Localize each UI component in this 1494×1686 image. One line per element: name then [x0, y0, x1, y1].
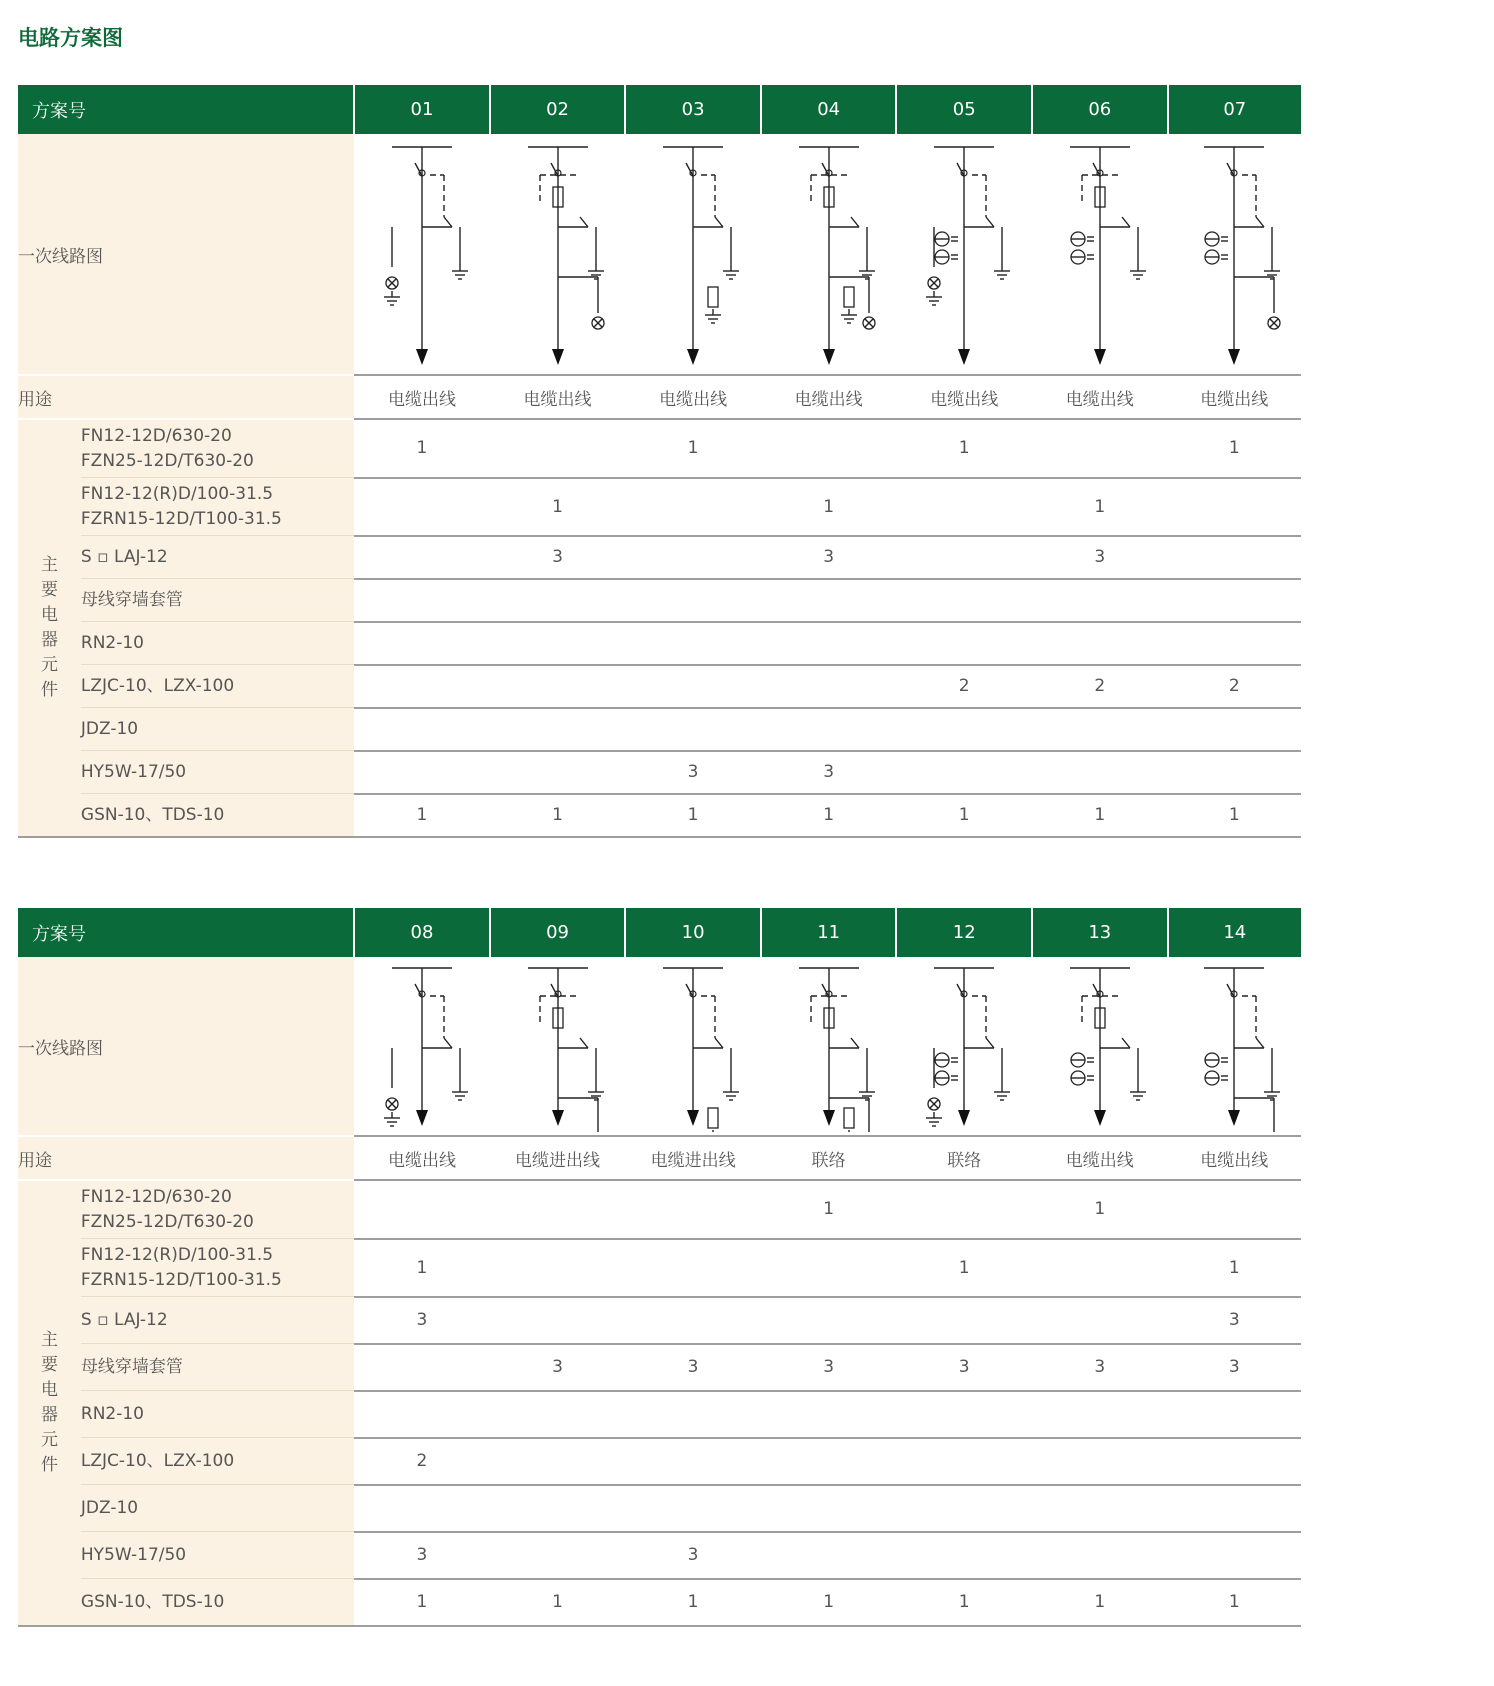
scheme-number: 07 — [1168, 85, 1301, 134]
component-name-line: FZRN15-12D/T100-31.5 — [80, 1269, 282, 1290]
use-cell: 电缆出线 — [896, 375, 1032, 419]
component-name — [81, 536, 354, 579]
quantity-cell — [896, 1532, 1032, 1579]
quantity-cell: 3 — [1032, 536, 1168, 579]
component-name — [81, 1344, 354, 1391]
component-name-line: LZJC-10、LZX-100 — [80, 1450, 235, 1471]
quantity-cell — [1168, 1391, 1301, 1438]
quantity-cell — [1032, 579, 1168, 622]
scheme-number: 05 — [896, 85, 1032, 134]
quantity-cell: 1 — [761, 478, 897, 536]
quantity-cell — [1032, 1438, 1168, 1485]
quantity-cell — [896, 1485, 1032, 1532]
circuit-diagram-svg — [904, 139, 1024, 369]
component-name-line: FN12-12(R)D/100-31.5 — [80, 1244, 274, 1265]
main-components-group-label — [18, 1180, 81, 1626]
quantity-cell — [896, 1180, 1032, 1239]
quantity-cell — [354, 536, 490, 579]
group-label-char: 件 — [40, 680, 58, 700]
quantity-cell — [625, 1438, 761, 1485]
component-name-line: HY5W-17/50 — [80, 761, 187, 782]
scheme-number: 04 — [761, 85, 897, 134]
quantity-cell — [625, 665, 761, 708]
circuit-diagram-svg — [904, 960, 1024, 1132]
quantity-cell: 2 — [896, 665, 1032, 708]
diagram-row-label: 一次线路图 — [18, 957, 354, 1136]
quantity-cell: 3 — [490, 1344, 626, 1391]
group-label-char: 要 — [40, 580, 58, 600]
quantity-cell — [896, 478, 1032, 536]
component-name — [81, 622, 354, 665]
quantity-cell — [354, 622, 490, 665]
quantity-cell: 3 — [896, 1344, 1032, 1391]
group-label-char: 元 — [40, 1430, 58, 1450]
scheme-table-1 — [18, 85, 1301, 838]
quantity-cell: 1 — [1032, 1579, 1168, 1627]
group-label-char: 元 — [40, 655, 58, 675]
circuit-diagram-svg — [498, 139, 618, 369]
quantity-cell: 1 — [761, 1579, 897, 1627]
quantity-cell — [625, 1485, 761, 1532]
quantity-cell — [1032, 1239, 1168, 1297]
scheme-number: 02 — [490, 85, 626, 134]
quantity-cell: 3 — [625, 751, 761, 794]
quantity-cell: 1 — [896, 794, 1032, 838]
circuit-diagram-svg — [362, 960, 482, 1132]
component-name-line: RN2-10 — [80, 632, 145, 653]
quantity-cell — [1168, 1485, 1301, 1532]
component-name — [81, 478, 354, 536]
circuit-diagram — [1168, 134, 1301, 375]
quantity-cell: 3 — [761, 751, 897, 794]
circuit-diagram-svg — [633, 139, 753, 369]
quantity-cell — [1032, 1297, 1168, 1344]
component-name — [81, 1180, 354, 1239]
group-label-char: 器 — [40, 1405, 58, 1425]
group-label-char: 要 — [40, 1355, 58, 1375]
quantity-cell: 1 — [896, 419, 1032, 478]
scheme-table-2 — [18, 908, 1301, 1627]
quantity-cell — [490, 419, 626, 478]
quantity-cell: 1 — [896, 1579, 1032, 1627]
use-cell: 电缆出线 — [354, 375, 490, 419]
circuit-diagram — [625, 957, 761, 1136]
quantity-cell — [761, 665, 897, 708]
quantity-cell: 1 — [1032, 1180, 1168, 1239]
quantity-cell — [625, 579, 761, 622]
quantity-cell: 3 — [1032, 1344, 1168, 1391]
circuit-diagram — [354, 134, 490, 375]
quantity-cell — [490, 751, 626, 794]
main-components-group-label — [18, 419, 81, 837]
component-name-line: FN12-12D/630-20 — [80, 425, 232, 446]
component-name-line: FZN25-12D/T630-20 — [80, 1211, 254, 1232]
component-name-line: JDZ-10 — [80, 1497, 139, 1518]
quantity-cell — [354, 708, 490, 751]
quantity-cell: 1 — [490, 478, 626, 536]
quantity-cell: 1 — [1168, 794, 1301, 838]
quantity-cell — [761, 1485, 897, 1532]
component-name — [81, 794, 354, 838]
component-name-line: GSN-10、TDS-10 — [80, 804, 225, 825]
group-label-char: 主 — [40, 1330, 58, 1350]
group-label-char: 电 — [40, 605, 58, 625]
quantity-cell: 3 — [354, 1532, 490, 1579]
quantity-cell: 1 — [1168, 419, 1301, 478]
quantity-cell: 1 — [1032, 794, 1168, 838]
quantity-cell — [761, 708, 897, 751]
quantity-cell — [490, 1391, 626, 1438]
component-name-line: LZJC-10、LZX-100 — [80, 675, 235, 696]
quantity-cell: 1 — [490, 1579, 626, 1627]
quantity-cell — [354, 1485, 490, 1532]
circuit-diagram — [896, 957, 1032, 1136]
quantity-cell — [625, 1297, 761, 1344]
quantity-cell: 1 — [625, 1579, 761, 1627]
quantity-cell — [490, 665, 626, 708]
circuit-diagram — [490, 134, 626, 375]
quantity-cell: 1 — [1032, 478, 1168, 536]
quantity-cell: 1 — [354, 419, 490, 478]
quantity-cell — [354, 1344, 490, 1391]
quantity-cell — [761, 1391, 897, 1438]
circuit-diagram-svg — [1040, 139, 1160, 369]
circuit-diagram — [1168, 957, 1301, 1136]
use-cell: 电缆出线 — [1032, 375, 1168, 419]
use-row-label: 用途 — [18, 1136, 354, 1180]
quantity-cell: 1 — [490, 794, 626, 838]
circuit-diagram — [490, 957, 626, 1136]
quantity-cell — [625, 1391, 761, 1438]
quantity-cell — [490, 1438, 626, 1485]
scheme-number-header: 方案号 — [18, 908, 354, 957]
quantity-cell — [625, 1180, 761, 1239]
quantity-cell — [625, 708, 761, 751]
quantity-cell — [490, 1297, 626, 1344]
circuit-diagram — [761, 134, 897, 375]
circuit-diagram-svg — [362, 139, 482, 369]
use-cell: 电缆进出线 — [490, 1136, 626, 1180]
quantity-cell — [1032, 751, 1168, 794]
quantity-cell — [761, 1239, 897, 1297]
quantity-cell — [1168, 478, 1301, 536]
circuit-diagram — [1032, 957, 1168, 1136]
quantity-cell: 3 — [1168, 1297, 1301, 1344]
quantity-cell: 3 — [625, 1532, 761, 1579]
use-row-label: 用途 — [18, 375, 354, 419]
quantity-cell — [1032, 419, 1168, 478]
group-label-char: 主 — [40, 555, 58, 575]
quantity-cell — [896, 1391, 1032, 1438]
component-name — [81, 1438, 354, 1485]
group-label-char: 电 — [40, 1380, 58, 1400]
component-name-line: FZN25-12D/T630-20 — [80, 450, 254, 471]
quantity-cell: 1 — [625, 419, 761, 478]
component-name — [81, 1239, 354, 1297]
group-label-char: 件 — [40, 1455, 58, 1475]
component-name-line: FZRN15-12D/T100-31.5 — [80, 508, 282, 529]
quantity-cell — [761, 1532, 897, 1579]
component-name — [81, 1579, 354, 1627]
quantity-cell — [1032, 708, 1168, 751]
circuit-diagram-svg — [498, 960, 618, 1132]
scheme-number: 11 — [761, 908, 897, 957]
quantity-cell — [896, 1438, 1032, 1485]
quantity-cell — [354, 1180, 490, 1239]
quantity-cell — [761, 1438, 897, 1485]
circuit-diagram — [1032, 134, 1168, 375]
quantity-cell — [1032, 1391, 1168, 1438]
quantity-cell — [896, 708, 1032, 751]
quantity-cell — [896, 1297, 1032, 1344]
quantity-cell — [625, 478, 761, 536]
circuit-diagram — [896, 134, 1032, 375]
quantity-cell: 3 — [761, 1344, 897, 1391]
quantity-cell — [1168, 1180, 1301, 1239]
quantity-cell — [896, 751, 1032, 794]
quantity-cell — [761, 1297, 897, 1344]
quantity-cell: 2 — [1032, 665, 1168, 708]
quantity-cell: 3 — [625, 1344, 761, 1391]
component-name — [81, 1532, 354, 1579]
quantity-cell: 1 — [761, 794, 897, 838]
quantity-cell — [625, 1239, 761, 1297]
component-name-line: HY5W-17/50 — [80, 1544, 187, 1565]
component-name — [81, 665, 354, 708]
component-name-line: FN12-12(R)D/100-31.5 — [80, 483, 274, 504]
circuit-diagram-svg — [769, 139, 889, 369]
quantity-cell — [490, 622, 626, 665]
use-cell: 电缆出线 — [761, 375, 897, 419]
circuit-diagram-svg — [1174, 960, 1294, 1132]
component-name — [81, 419, 354, 478]
use-cell: 联络 — [761, 1136, 897, 1180]
quantity-cell: 1 — [1168, 1239, 1301, 1297]
quantity-cell: 1 — [1168, 1579, 1301, 1627]
quantity-cell — [896, 622, 1032, 665]
component-name-line: 母线穿墙套管 — [80, 1356, 183, 1377]
quantity-cell — [761, 579, 897, 622]
page-title: 电路方案图 — [18, 26, 123, 50]
quantity-cell — [1032, 622, 1168, 665]
use-cell: 电缆进出线 — [625, 1136, 761, 1180]
use-cell: 电缆出线 — [490, 375, 626, 419]
quantity-cell: 3 — [354, 1297, 490, 1344]
component-name — [81, 751, 354, 794]
quantity-cell — [354, 665, 490, 708]
quantity-cell: 1 — [625, 794, 761, 838]
quantity-cell — [1032, 1485, 1168, 1532]
circuit-diagram-svg — [1174, 139, 1294, 369]
scheme-number: 09 — [490, 908, 626, 957]
quantity-cell — [896, 536, 1032, 579]
use-cell: 电缆出线 — [1168, 375, 1301, 419]
use-cell: 电缆出线 — [354, 1136, 490, 1180]
scheme-number: 06 — [1032, 85, 1168, 134]
quantity-cell: 2 — [354, 1438, 490, 1485]
circuit-diagram — [625, 134, 761, 375]
scheme-number: 03 — [625, 85, 761, 134]
quantity-cell — [1168, 751, 1301, 794]
quantity-cell — [490, 579, 626, 622]
component-name-line: S ▫ LAJ-12 — [80, 546, 168, 567]
quantity-cell — [625, 622, 761, 665]
quantity-cell: 1 — [354, 1239, 490, 1297]
diagram-row-label: 一次线路图 — [18, 134, 354, 375]
quantity-cell: 1 — [354, 794, 490, 838]
quantity-cell — [354, 1391, 490, 1438]
component-name-line: JDZ-10 — [80, 718, 139, 739]
quantity-cell — [1168, 708, 1301, 751]
component-name-line: 母线穿墙套管 — [80, 589, 183, 610]
scheme-number: 08 — [354, 908, 490, 957]
scheme-number: 01 — [354, 85, 490, 134]
component-name — [81, 1297, 354, 1344]
group-label-char: 器 — [40, 630, 58, 650]
use-cell: 电缆出线 — [1168, 1136, 1301, 1180]
component-name — [81, 708, 354, 751]
quantity-cell — [354, 751, 490, 794]
use-cell: 联络 — [896, 1136, 1032, 1180]
quantity-cell — [625, 536, 761, 579]
component-name — [81, 579, 354, 622]
quantity-cell — [490, 1485, 626, 1532]
quantity-cell — [1168, 622, 1301, 665]
quantity-cell — [1032, 1532, 1168, 1579]
quantity-cell — [761, 622, 897, 665]
use-cell: 电缆出线 — [625, 375, 761, 419]
scheme-number-header: 方案号 — [18, 85, 354, 134]
quantity-cell — [490, 708, 626, 751]
quantity-cell — [1168, 536, 1301, 579]
scheme-number: 12 — [896, 908, 1032, 957]
quantity-cell — [354, 579, 490, 622]
quantity-cell: 1 — [761, 1180, 897, 1239]
quantity-cell — [354, 478, 490, 536]
quantity-cell: 3 — [490, 536, 626, 579]
quantity-cell: 1 — [896, 1239, 1032, 1297]
component-name-line: S ▫ LAJ-12 — [80, 1309, 168, 1330]
quantity-cell — [490, 1532, 626, 1579]
circuit-diagram — [354, 957, 490, 1136]
scheme-number: 10 — [625, 908, 761, 957]
circuit-diagram — [761, 957, 897, 1136]
circuit-diagram-svg — [633, 960, 753, 1132]
quantity-cell — [896, 579, 1032, 622]
circuit-diagram-svg — [769, 960, 889, 1132]
use-cell: 电缆出线 — [1032, 1136, 1168, 1180]
scheme-number: 14 — [1168, 908, 1301, 957]
quantity-cell — [490, 1239, 626, 1297]
component-name-line: RN2-10 — [80, 1403, 145, 1424]
quantity-cell — [761, 419, 897, 478]
scheme-number: 13 — [1032, 908, 1168, 957]
quantity-cell: 1 — [354, 1579, 490, 1627]
quantity-cell: 3 — [761, 536, 897, 579]
quantity-cell: 3 — [1168, 1344, 1301, 1391]
quantity-cell — [1168, 1532, 1301, 1579]
quantity-cell: 2 — [1168, 665, 1301, 708]
quantity-cell — [1168, 579, 1301, 622]
component-name-line: GSN-10、TDS-10 — [80, 1591, 225, 1612]
component-name — [81, 1485, 354, 1532]
quantity-cell — [490, 1180, 626, 1239]
component-name-line: FN12-12D/630-20 — [80, 1186, 232, 1207]
circuit-diagram-svg — [1040, 960, 1160, 1132]
quantity-cell — [1168, 1438, 1301, 1485]
component-name — [81, 1391, 354, 1438]
